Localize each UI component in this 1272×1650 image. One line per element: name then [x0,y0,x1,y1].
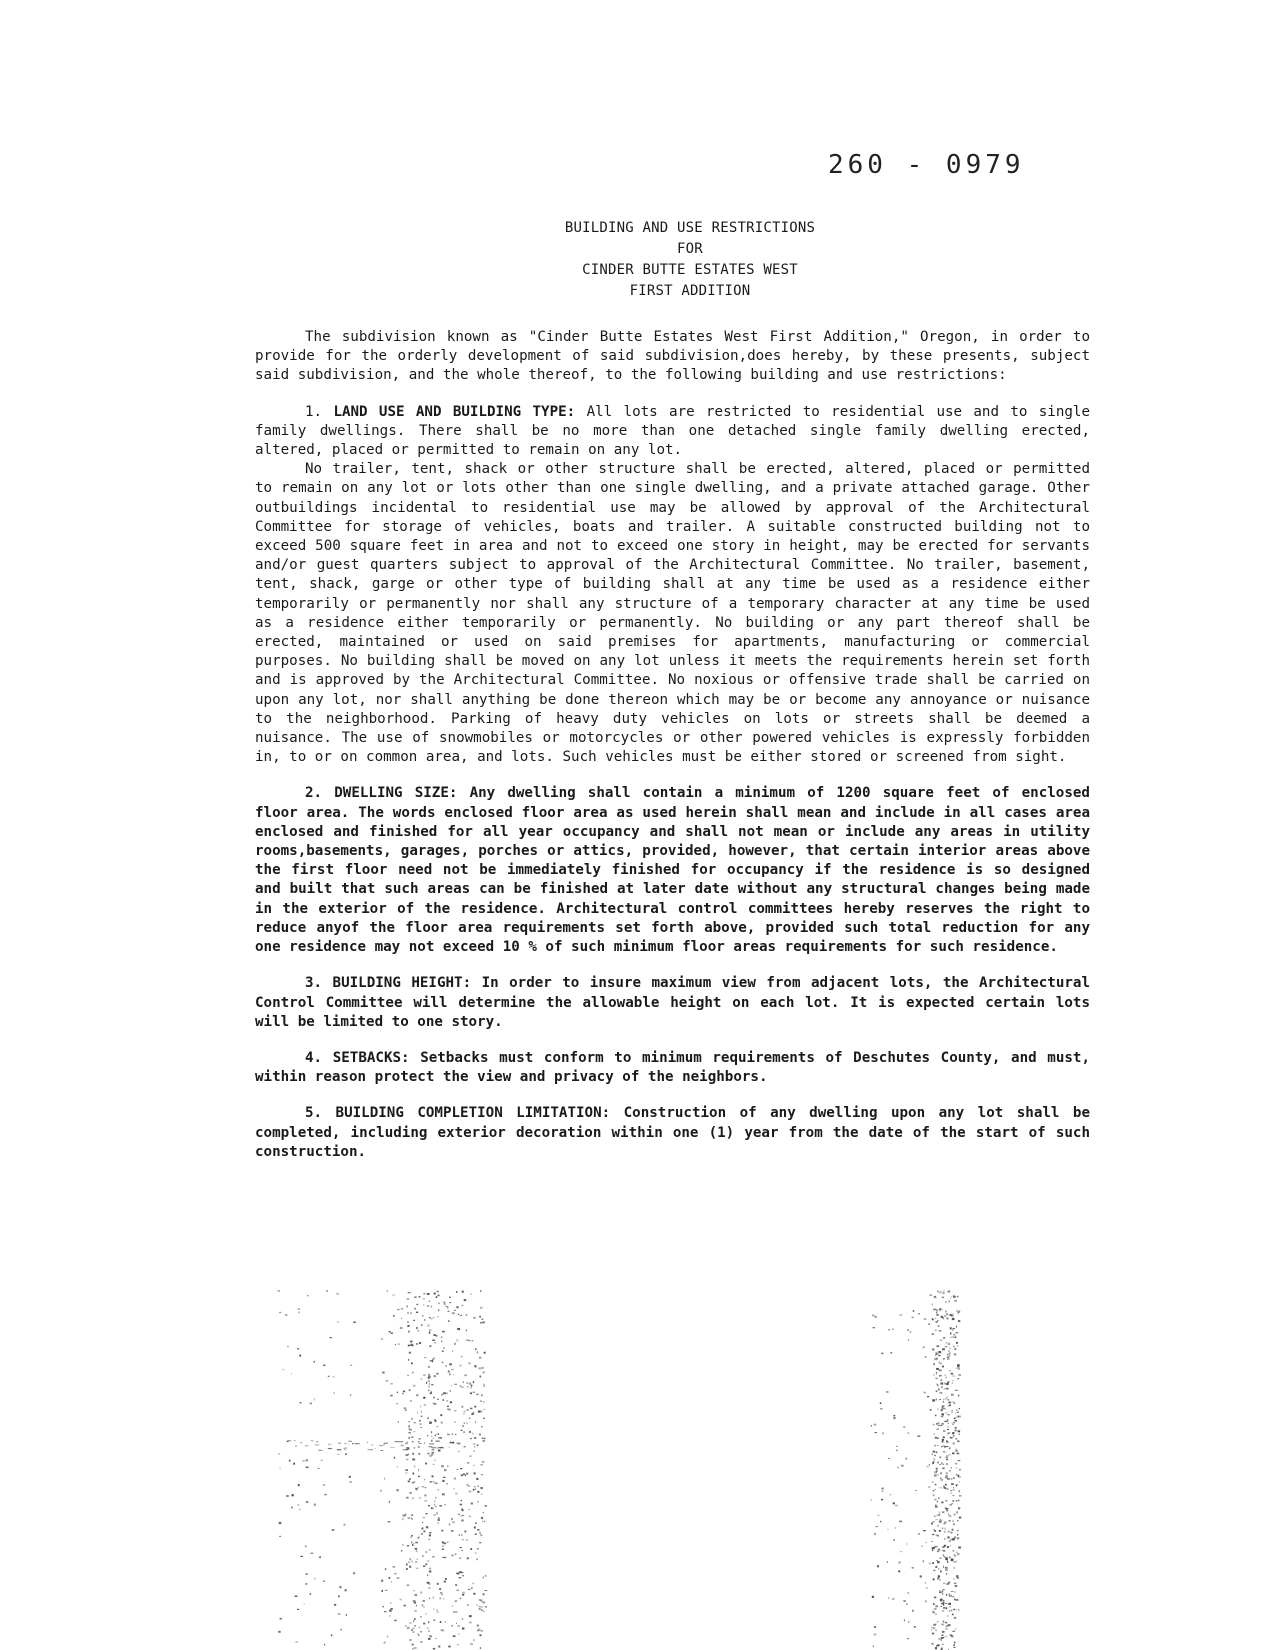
section-heading: LAND USE AND BUILDING TYPE: [333,403,576,420]
section-number: 4. [305,1049,323,1066]
section-text: Setbacks must conform to minimum requirements of Deschutes County, and must, within reason protect the view and privacy of the neighbors. [255,1049,1090,1086]
document-title [490,218,890,302]
scan-noise [0,1290,1272,1650]
section-text: All lots are restricted to residential use and to single family dwellings. There shall be no more than one detached single family dwelling erected, altered, placed or permitted to remain on any lot. [255,403,1091,459]
section-land-use-continuation: No trailer, tent, shack or other structure shall be erected, altered, placed or permitted to remain on any lot or lots other than one single dwelling, and a private attached garage. Other outbuildings incidental to residential use may be allowed by approval of the Architectural Committee for storage of vehicles, boats and trailer. A suitable constructed building not to exceed 500 square feet in area and not to exceed one story in height, may be erected for servants and/or guest quarters subject to approval of the Architectural Committee. No trailer, basement, tent, shack, garge or other type of building shall at any time be used as a residence either temporarily or permanently nor shall any structure of a temporary character at any time be used as a residence either temporarily or permanently. No building or any part thereof shall be erected, maintained or used on said premises for apartments, manufacturing or commercial purposes. No building shall be moved on any lot unless it meets the requirements herein set forth and is approved by the Architectural Committee. No noxious or offensive trade shall be carried on upon any lot, nor shall anything be done thereon which may be or become any annoyance or nuisance to the neighborhood. Parking of heavy duty vehicles on lots or streets shall be deemed a nuisance. The use of snowmobiles or motorcycles or other powered vehicles is expressly forbidden in, to or on common area, and lots. Such vehicles must be either stored or screened from sight. [255,461,1090,766]
section-heading: DWELLING SIZE: [334,785,458,802]
section-completion-limitation [255,1104,1090,1162]
section-number: 5. [305,1105,323,1122]
section-heading: BUILDING HEIGHT: [332,975,472,992]
section-number: 3. [305,975,323,992]
section-heading: BUILDING COMPLETION LIMITATION: [335,1105,611,1122]
section-dwelling-size [255,784,1090,957]
section-heading: SETBACKS: [332,1049,410,1066]
section-text: Construction of any dwelling upon any lot shall be completed, including exterior decoration within one (1) year from the date of the start of such construction. [255,1105,1090,1160]
section-text: In order to insure maximum view from adjacent lots, the Architectural Control Committee will determine the allowable height on each lot. It is expected certain lots will be limited to one story. [255,975,1090,1030]
section-building-height [255,974,1090,1032]
section-setbacks [255,1049,1090,1087]
section-number: 1. [305,403,323,420]
title-line: BUILDING AND USE RESTRICTIONS [564,220,816,236]
title-line: FIRST ADDITION [629,283,751,299]
section-text: Any dwelling shall contain a minimum of 1200 square feet of enclosed floor area. The words enclosed floor area as used herein shall mean and include in all cases area enclosed and finished for all year occupancy and shall not mean or include any areas in utility rooms,basements, garages, porches or attics, provided, however, that certain interior areas above the first floor need not be immediately finished for occupancy if the residence is so designed and built that such areas can be finished at later date without any structural changes being made in the exterior of the residence. Architectural control committees hereby reserves the right to reduce anyof the floor area requirements set forth above, provided such total reduction for any one residence may not exceed 10 % of such minimum floor areas requirements for such residence. [255,785,1090,956]
document-body [255,328,1090,1162]
document-number: 260 - 0979 [828,150,1025,180]
section-land-use [255,403,1090,461]
title-line: FOR [677,241,703,257]
section-number: 2. [305,785,323,802]
intro-paragraph: The subdivision known as "Cinder Butte Estates West First Addition," Oregon, in order to provide for the orderly development of said subdivision,does hereby, by these presents, subject said subdivision, and the whole thereof, to the following building and use restrictions: [255,329,1090,384]
title-line: CINDER BUTTE ESTATES WEST [582,262,798,278]
